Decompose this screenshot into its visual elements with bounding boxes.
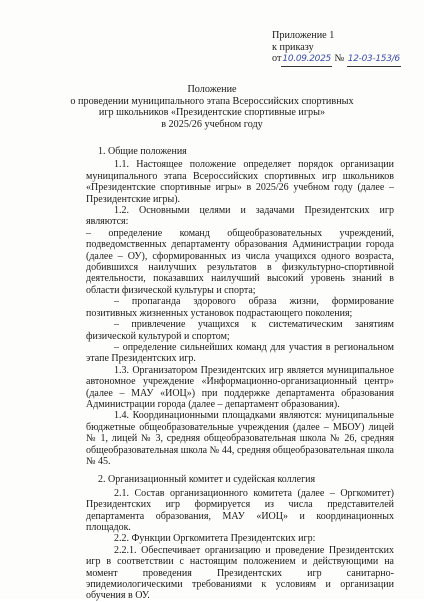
paragraph-2-1: 2.1. Состав организационного комитета (далее – Оргкомитет) Президентских игр формируется из числа представителей департамента образования, МАУ «ИОЦ» и координационных площадок. bbox=[86, 487, 394, 533]
paragraph-2-2-1: 2.2.1. Обеспечивает организацию и проведение Президентских игр в соответствии с настоящим положением и действующими на момент проведения Президентских игр санитарно-эпидемиологическими требованиями к условиям и организации обучения в ОУ. bbox=[86, 544, 394, 602]
section-2-heading: 2. Организационный комитет и судейская коллегия bbox=[98, 474, 316, 486]
from-label: от bbox=[272, 53, 282, 65]
goal-item-3: – привлечение учащихся к систематическим занятиям физической культурой и спортом; bbox=[86, 319, 394, 342]
title-line-1: Положение bbox=[187, 84, 237, 95]
title-line-3: игр школьников «Президентские спортивные игры» bbox=[98, 107, 326, 118]
appendix-title: Приложение 1 bbox=[272, 30, 335, 41]
goal-item-1: – определение команд общеобразовательных учреждений, подведомственных департаменту образования Администрации города (далее – ОУ), сформированных из числа учащихся одного возраста, добившихся наилучших результатов в физкультурно-спортивной деятельности, показавших наилучший высокий уровень знаний в области физической культуры и спорта; bbox=[86, 227, 394, 296]
number-label: № bbox=[334, 53, 345, 65]
title-line-4: в 2025/26 учебном году bbox=[161, 118, 263, 130]
paragraph-2-2: 2.2. Функции Оргкомитета Президентских игр: bbox=[114, 533, 316, 545]
paragraph-1-4: 1.4. Координационными площадками являются: муниципальные бюджетные общеобразовательные учреждения (далее – МБОУ) лицей № 1, лицей № 3, средняя общеобразовательная школа № 26, средняя общеобразовательная школа № 44, средняя общеобразовательная школа № 45. bbox=[86, 410, 394, 467]
appendix-order-label: к приказу bbox=[272, 41, 314, 53]
paragraph-1-3: 1.3. Организатором Президентских игр является муниципальное автономное учреждение «Информационно-организационный центр» (далее – МАУ «ИОЦ») при поддержке департамента образования Администрации города (далее – департамент образования). bbox=[86, 364, 394, 410]
handwritten-number: 12-03-153/6 bbox=[347, 54, 401, 67]
appendix-block bbox=[272, 30, 422, 67]
handwritten-date: 10.09.2025 bbox=[281, 54, 332, 67]
title-line-2: о проведении муниципального этапа Всероссийских спортивных bbox=[70, 95, 354, 107]
paragraph-1-2: 1.2. Основными целями и задачами Президентских игр являются: bbox=[86, 205, 394, 228]
document-body bbox=[86, 146, 394, 602]
goal-item-4: – определение сильнейших команд для участия в региональном этапе Президентских игр. bbox=[86, 341, 394, 365]
document-title bbox=[60, 84, 364, 130]
appendix-date-number-row bbox=[272, 53, 422, 67]
paragraph-1-1: 1.1. Настоящее положение определяет порядок организации муниципального этапа Всероссийских спортивных игр школьников «Президентские спортивные игры» в 2025/26 учебном году (далее – Президентские игры). bbox=[86, 159, 394, 205]
goal-item-2: – пропаганда здорового образа жизни, формирование позитивных жизненных установок подрастающего поколения; bbox=[86, 296, 394, 319]
section-1-heading: 1. Общие положения bbox=[98, 146, 187, 157]
